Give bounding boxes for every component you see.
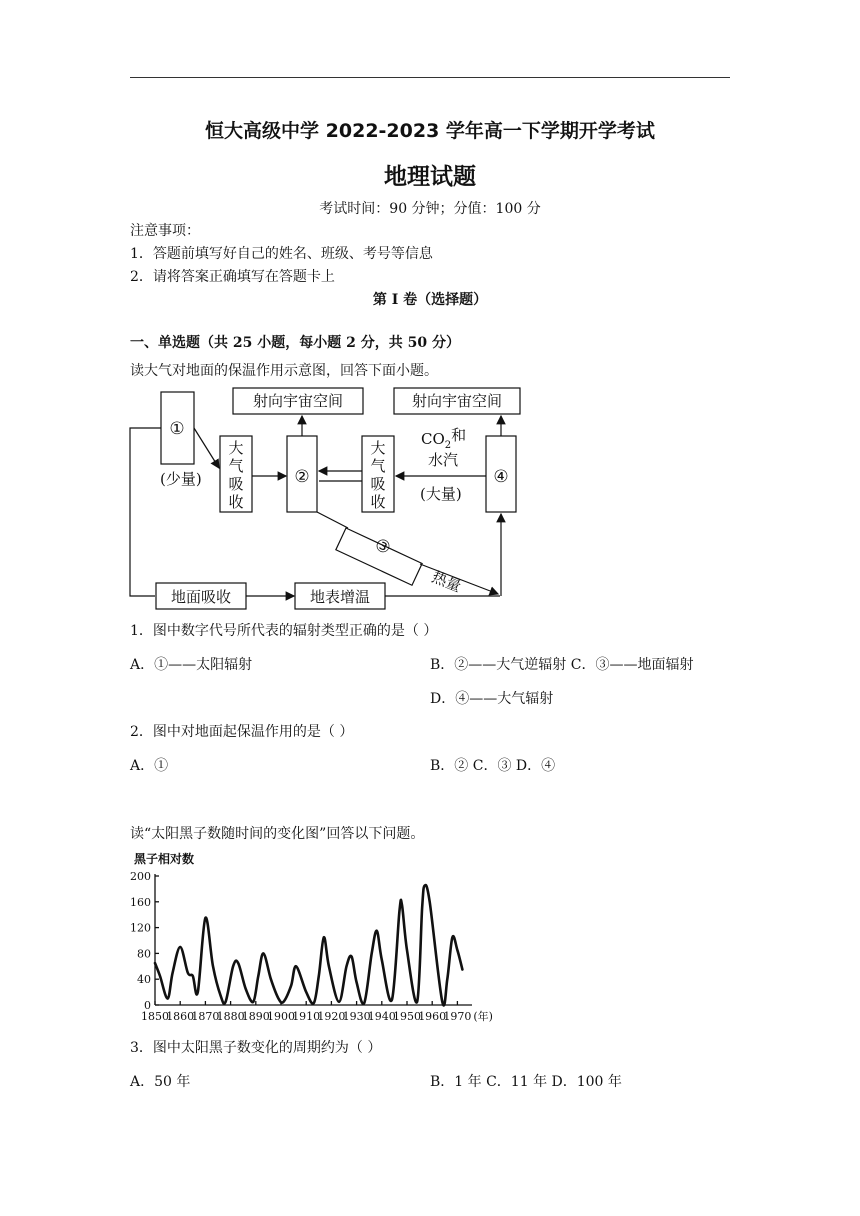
absorb-right-3: 吸 xyxy=(370,475,386,493)
absorb-right-2: 气 xyxy=(370,457,386,475)
space-label-right: 射向宇宙空间 xyxy=(411,392,503,410)
notice-heading: 注意事项： xyxy=(130,223,200,239)
q3-stem: 3．图中太阳黑子数变化的周期约为（ ） xyxy=(130,1040,382,1056)
y-tick-label: 200 xyxy=(130,870,151,883)
y-tick-label: 160 xyxy=(130,895,151,909)
x-tick-label: 1970 xyxy=(443,1010,472,1022)
heat-label: 热量 xyxy=(429,567,464,596)
q1-option-d: D．④——大气辐射 xyxy=(430,691,554,707)
surface-warm-label: 地表增温 xyxy=(309,588,371,606)
q3-option-bcd: B．1 年 C．11 年 D．100 年 xyxy=(430,1074,622,1090)
x-tick-label: 1880 xyxy=(216,1010,245,1022)
large-amount-label: (大量) xyxy=(420,485,462,503)
q2-stem: 2．图中对地面起保温作用的是（ ） xyxy=(130,724,354,740)
water-vapor-label: 水汽 xyxy=(428,451,459,469)
exam-title: 恒大高级中学 2022-2023 学年高一下学期开学考试 xyxy=(205,120,655,142)
q2-option-a: A．① xyxy=(130,758,169,774)
x-tick-label: 1870 xyxy=(191,1010,220,1022)
exam-info: 考试时间：90 分钟；分值：100 分 xyxy=(319,201,541,217)
label-3: ③ xyxy=(371,534,394,560)
notice-item-1: 1．答题前填写好自己的姓名、班级、考号等信息 xyxy=(130,246,433,262)
sunspot-series-line xyxy=(155,885,462,1005)
label-1: ① xyxy=(169,419,185,439)
co2-label: $CO_2$和 xyxy=(421,426,467,451)
volume-title: 第 I 卷（选择题） xyxy=(372,292,488,308)
absorb-left-2: 气 xyxy=(228,457,244,475)
notice-item-2: 2．请将答案正确填写在答题卡上 xyxy=(130,269,335,285)
x-tick-label: 1860 xyxy=(166,1010,195,1022)
x-tick-label: 1910 xyxy=(292,1010,321,1022)
x-tick-label: 1890 xyxy=(241,1010,270,1022)
small-amount-label: (少量) xyxy=(160,470,202,488)
y-tick-label: 80 xyxy=(137,947,151,961)
y-tick-label: 120 xyxy=(130,921,151,935)
x-tick-label: 1920 xyxy=(317,1010,346,1022)
chart-ylabel: 黑子相对数 xyxy=(134,852,195,866)
q1-option-a: A．①——太阳辐射 xyxy=(130,657,253,673)
y-tick-label: 40 xyxy=(137,973,151,987)
intro-chart: 读“太阳黑子数随时间的变化图”回答以下问题。 xyxy=(130,826,425,842)
q3-option-a: A．50 年 xyxy=(130,1074,191,1090)
x-tick-label: 1930 xyxy=(342,1010,371,1022)
y-tick-label: 0 xyxy=(144,999,151,1012)
label-2: ② xyxy=(294,467,310,487)
absorb-right-4: 收 xyxy=(370,493,386,511)
intro-diagram: 读大气对地面的保温作用示意图，回答下面小题。 xyxy=(130,363,438,379)
q2-option-bcd: B．② C．③ D．④ xyxy=(430,758,556,774)
section-title: 一、单选题（共 25 小题，每小题 2 分，共 50 分） xyxy=(130,335,460,351)
absorb-right-1: 大 xyxy=(370,439,386,457)
header-rule xyxy=(130,77,730,78)
greenhouse-diagram xyxy=(120,380,540,610)
x-tick-label: 1960 xyxy=(418,1010,447,1022)
ground-absorb-label: 地面吸收 xyxy=(170,588,232,606)
q1-option-bc: B．②——大气逆辐射 C．③——地面辐射 xyxy=(430,657,694,673)
absorb-left-4: 收 xyxy=(228,493,244,511)
space-label-left: 射向宇宙空间 xyxy=(252,392,344,410)
q1-stem: 1．图中数字代号所代表的辐射类型正确的是（ ） xyxy=(130,623,438,639)
x-tick-label: 1900 xyxy=(267,1010,295,1022)
absorb-left-1: 大 xyxy=(228,439,244,457)
absorb-left-3: 吸 xyxy=(228,475,244,493)
subject-title: 地理试题 xyxy=(384,164,476,190)
x-tick-label: 1850 xyxy=(141,1010,169,1022)
chart-xlabel: (年) xyxy=(473,1010,493,1022)
x-tick-label: 1940 xyxy=(367,1010,396,1022)
label-4: ④ xyxy=(493,467,509,487)
sunspot-chart xyxy=(128,850,508,1022)
x-tick-label: 1950 xyxy=(393,1010,421,1022)
